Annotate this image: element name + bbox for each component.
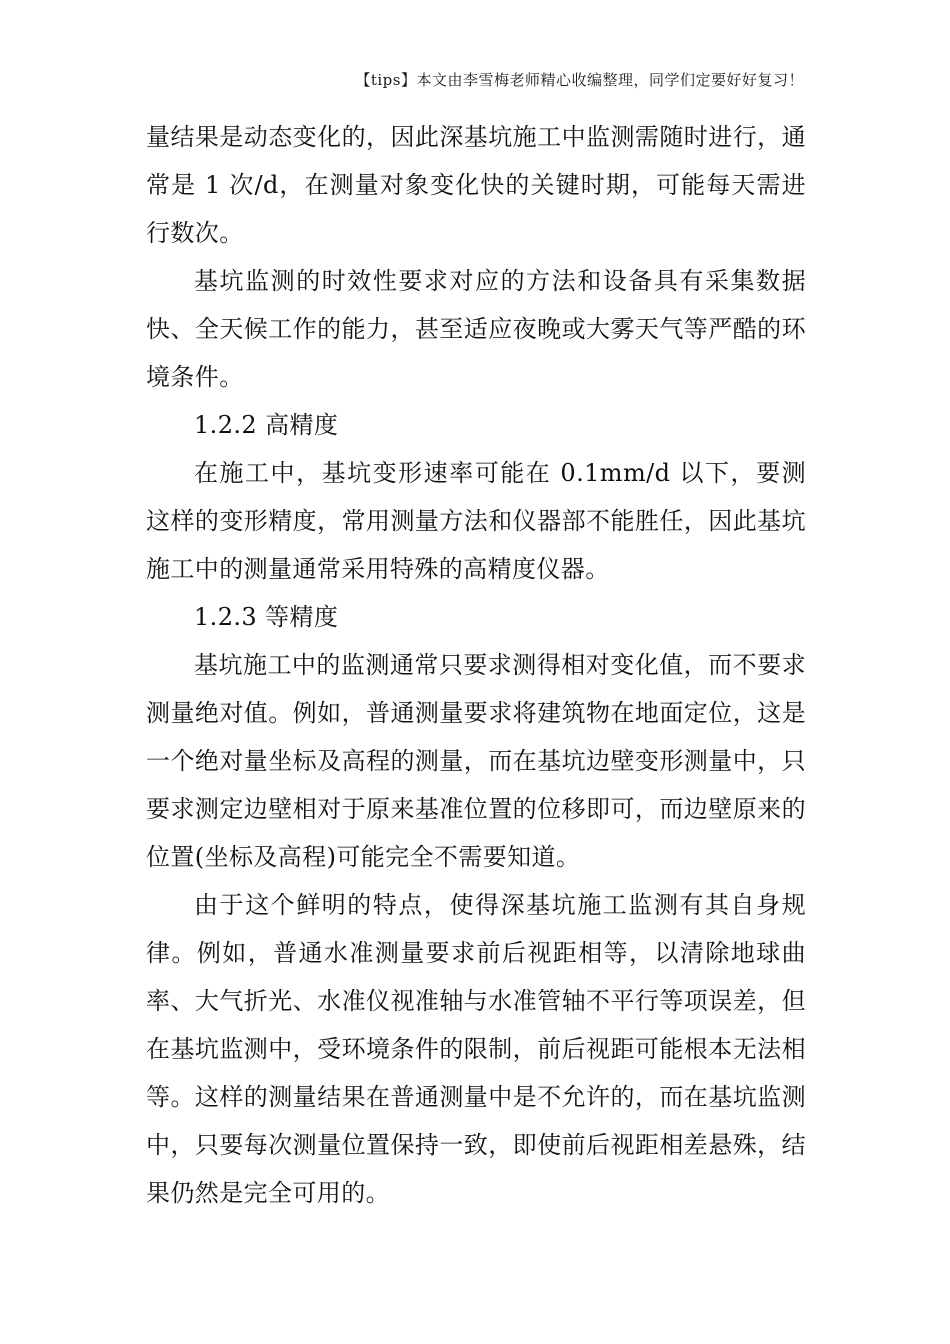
section-heading-equal-precision: 1.2.3 等精度 — [194, 603, 339, 631]
section-heading-high-precision: 1.2.2 高精度 — [194, 411, 339, 439]
paragraph-relative-values: 基坑施工中的监测通常只要求测得相对变化值，而不要求测量绝对值。例如，普通测量要求将建筑物在地面定位，这是一个绝对量坐标及高程的测量，而在基坑边壁变形测量中，只要求测定边壁相对于原来基准位置的位移即可，而边壁原来的位置(坐标及高程)可能完全不需要知道。 — [146, 651, 806, 871]
document-body — [146, 113, 806, 1217]
header-note: 【tips】本文由李雪梅老师精心收编整理，同学们定要好好复习！ — [355, 71, 804, 89]
paragraph-continued: 量结果是动态变化的，因此深基坑施工中监测需随时进行，通常是 1 次/d，在测量对象变化快的关键时期，可能每天需进行数次。 — [146, 123, 806, 247]
paragraph-timeliness: 基坑监测的时效性要求对应的方法和设备具有采集数据快、全天候工作的能力，甚至适应夜晚或大雾天气等严酷的环境条件。 — [146, 267, 806, 391]
paragraph-high-precision: 在施工中，基坑变形速率可能在 0.1mm/d 以下，要测这样的变形精度，常用测量方法和仪器部不能胜任，因此基坑施工中的测量通常采用特殊的高精度仪器。 — [146, 459, 806, 583]
paragraph-leveling-example: 由于这个鲜明的特点，使得深基坑施工监测有其自身规律。例如，普通水准测量要求前后视距相等，以清除地球曲率、大气折光、水准仪视准轴与水准管轴不平行等项误差，但在基坑监测中，受环境条件的限制，前后视距可能根本无法相等。这样的测量结果在普通测量中是不允许的，而在基坑监测中，只要每次测量位置保持一致，即使前后视距相差悬殊，结果仍然是完全可用的。 — [146, 891, 806, 1207]
